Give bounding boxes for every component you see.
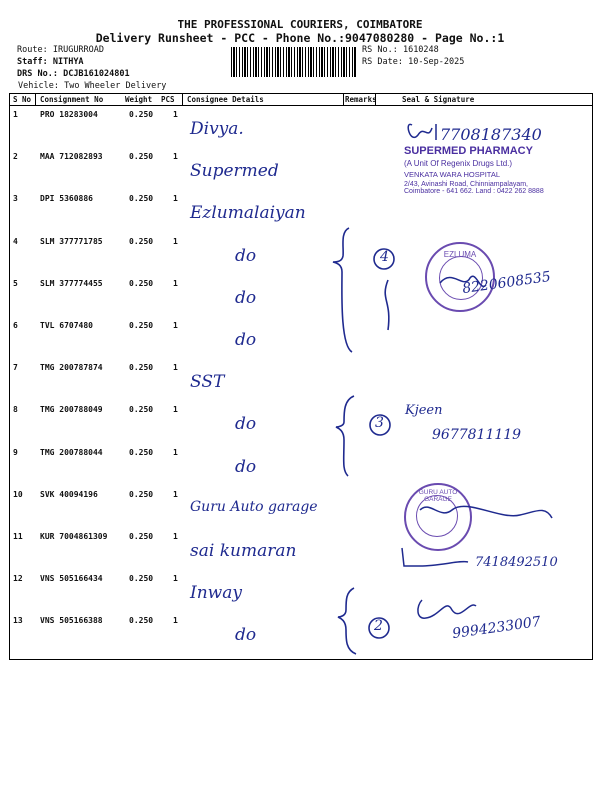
row-pieces: 1: [173, 405, 178, 415]
row-consignment-number: SLM 377774455: [40, 278, 103, 288]
rs-no-value: 1610248: [402, 45, 439, 55]
document-title: THE PROFESSIONAL COURIERS, COIMBATORE: [177, 18, 423, 31]
row-serial-number: 1: [13, 110, 18, 119]
row-pieces: 1: [173, 152, 178, 162]
guru-stamp-text: GURU AUTO GARAGE: [418, 489, 458, 503]
row-weight: 0.250: [129, 616, 154, 626]
route-label: Route:: [17, 45, 48, 55]
consignee-name: do: [235, 414, 257, 435]
stamp-unit-line: (A Unit Of Regenix Drugs Ltd.): [404, 159, 513, 168]
stamp-company-name: SUPERMED PHARMACY: [404, 145, 533, 157]
row-pieces: 1: [173, 236, 178, 246]
consignee-name: SST: [190, 372, 225, 393]
phone-row-1: 7708187340: [440, 125, 542, 144]
header-remarks: Remarks: [345, 95, 377, 104]
rs-date-label: RS Date:: [362, 57, 403, 67]
row-weight: 0.250: [129, 152, 154, 162]
row-pieces: 1: [173, 278, 178, 288]
row-pieces: 1: [173, 616, 178, 626]
stamp-hospital-line: VENKATA WARA HOSPITAL: [404, 170, 500, 179]
row-pieces: 1: [173, 194, 178, 204]
row-weight: 0.250: [129, 574, 154, 584]
row-consignment-number: DPI 5360886: [40, 194, 93, 204]
signature-row-10: [420, 506, 552, 518]
row-consignment-number: TMG 200788044: [40, 447, 103, 457]
row-weight: 0.250: [129, 532, 154, 541]
phone-row-8: 9677811119: [432, 427, 522, 443]
stamp-phone-line: Coimbatore - 641 662. Land : 0422 262 8888: [404, 188, 544, 195]
row-pieces: 1: [173, 110, 178, 119]
consignee-name: sai kumaran: [190, 541, 297, 561]
row-pieces: 1: [173, 489, 178, 499]
signature-row-11: [402, 548, 468, 566]
row-consignment-number: VNS 505166388: [40, 616, 103, 626]
row-pieces: 1: [173, 363, 178, 373]
row-consignment-number: TMG 200788049: [40, 405, 103, 415]
vehicle-value: Two Wheeler Delivery: [64, 81, 167, 91]
row-consignment-number: MAA 712082893: [40, 152, 103, 162]
row-weight: 0.250: [129, 236, 154, 246]
consignee-name: Guru Auto garage: [190, 498, 318, 515]
header-sno: S No: [13, 95, 32, 104]
phone-row-13: 9994233007: [451, 613, 542, 643]
staff-label: Staff:: [17, 57, 48, 67]
row-consignment-number: SVK 40094196: [40, 489, 98, 499]
remark-number-1: 4: [380, 249, 389, 265]
row-serial-number: 5: [13, 278, 18, 288]
drs-label: DRS No.:: [17, 69, 58, 79]
signature-name-row-8: Kjeen: [405, 403, 443, 418]
row-weight: 0.250: [129, 489, 154, 499]
row-weight: 0.250: [129, 278, 154, 288]
row-weight: 0.250: [129, 110, 154, 119]
header-consignee: Consignee Details: [187, 95, 264, 104]
consignee-name: Divya.: [190, 119, 244, 139]
remark-number-2: 3: [375, 415, 384, 431]
consignee-name: Supermed: [190, 161, 279, 182]
consignee-name: Inway: [190, 583, 242, 604]
document-subtitle: Delivery Runsheet - PCC - Phone No.:9047080280 - Page No.:1: [95, 31, 505, 45]
row-serial-number: 7: [13, 363, 18, 373]
row-weight: 0.250: [129, 363, 154, 373]
consignee-name: do: [235, 456, 257, 477]
drs-value: DCJB161024801: [63, 69, 130, 79]
rs-no-label: RS No.:: [362, 45, 398, 55]
phone-row-11: 7418492510: [475, 555, 558, 570]
stamp-address-line: 2/43, Avinashi Road, Chinniampalayam,: [404, 181, 529, 188]
row-serial-number: 12: [13, 574, 23, 584]
remark-number-3: 2: [374, 618, 383, 634]
row-consignment-number: TMG 200787874: [40, 363, 103, 373]
row-serial-number: 3: [13, 194, 18, 204]
row-serial-number: 10: [13, 489, 23, 499]
row-serial-number: 2: [13, 152, 18, 162]
row-consignment-number: SLM 377771785: [40, 236, 103, 246]
consignee-name: Ezlumalaiyan: [190, 203, 306, 224]
row-pieces: 1: [173, 574, 178, 584]
header-pcs: PCS: [161, 95, 175, 104]
staff-value: NITHYA: [52, 57, 84, 67]
row-serial-number: 6: [13, 321, 18, 330]
consignee-name: do: [235, 625, 257, 646]
row-pieces: 1: [173, 532, 178, 541]
consignee-name: do: [235, 287, 257, 308]
header-seal-signature: Seal & Signature: [402, 95, 475, 104]
row-weight: 0.250: [129, 405, 154, 415]
row-consignment-number: KUR 7004861309: [40, 532, 108, 541]
row-weight: 0.250: [129, 194, 154, 204]
consignee-name: do: [235, 245, 257, 266]
row-consignment-number: PRO 18283004: [40, 110, 98, 119]
row-consignment-number: TVL 6707480: [40, 321, 93, 330]
row-serial-number: 8: [13, 405, 18, 415]
row-weight: 0.250: [129, 447, 154, 457]
ezluma-stamp-text: EZLUMA: [443, 250, 477, 259]
route-value: IRUGURROAD: [52, 45, 105, 55]
phone-row-4: 8220608535: [461, 268, 552, 298]
consignee-name: do: [235, 330, 257, 350]
row-serial-number: 11: [13, 532, 23, 541]
row-serial-number: 9: [13, 447, 18, 457]
row-serial-number: 4: [13, 236, 18, 246]
row-serial-number: 13: [13, 616, 23, 626]
rs-date-value: 10-Sep-2025: [408, 57, 465, 67]
row-pieces: 1: [173, 447, 178, 457]
header-consignment: Consignment No: [40, 95, 104, 104]
row-pieces: 1: [173, 321, 178, 330]
header-weight: Weight: [125, 95, 153, 104]
vehicle-label: Vehicle:: [18, 81, 59, 91]
row-consignment-number: VNS 505166434: [40, 574, 103, 584]
signature-row-12: [418, 600, 476, 618]
row-weight: 0.250: [129, 321, 154, 330]
signature-row-1: [408, 124, 436, 140]
